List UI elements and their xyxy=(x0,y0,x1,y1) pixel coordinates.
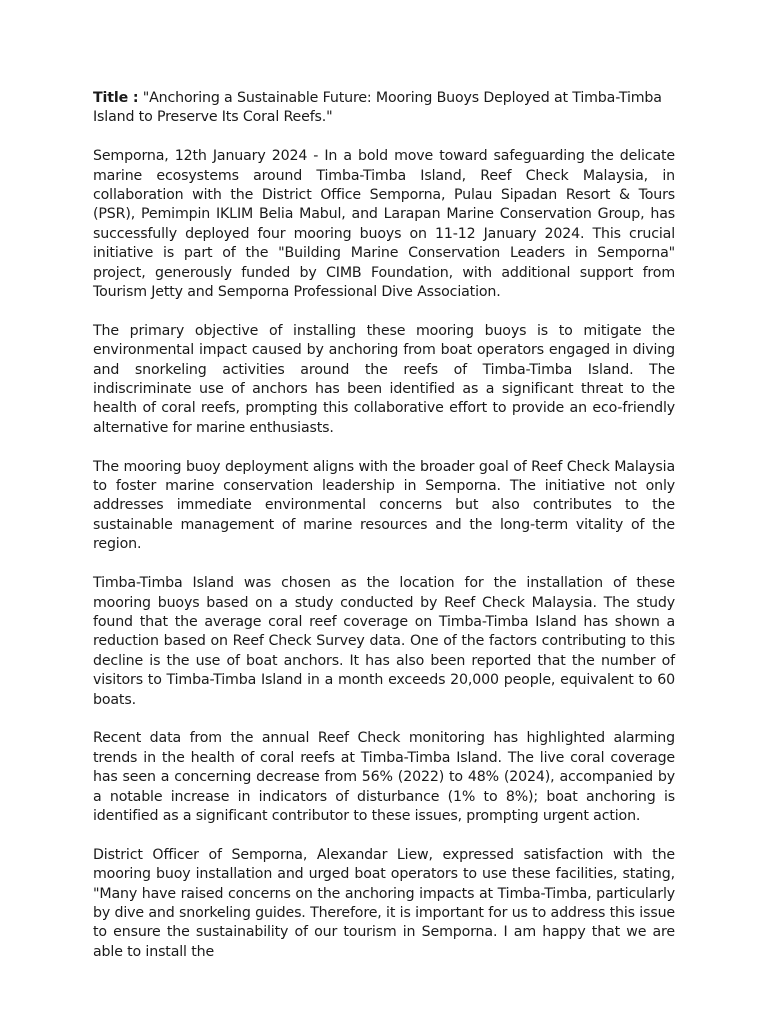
paragraph-intro: Semporna, 12th January 2024 - In a bold move toward safeguarding the delicate marine ecosystems around Timba-Timba Island, Reef Check Malaysia, in collaboration with the District Office Semporna, Pulau Sipadan Resort & Tours (PSR), Pemimpin IKLIM Belia Mabul, and Larapan Marine Conservation Group, has successfully deployed four mooring buoys on 11-12 January 2024. This crucial initiative is part of the "Building Marine Conservation Leaders in Semporna" project, generously funded by CIMB Foundation, with additional support from Tourism Jetty and Semporna Professional Dive Association. xyxy=(93,148,675,301)
paragraph-quote: District Officer of Semporna, Alexandar Liew, expressed satisfaction with the mooring buoy installation and urged boat operators to use these facilities, stating, "Many have raised concerns on the anchoring impacts at Timba-Timba, particularly by dive and snorkeling guides. Therefore, it is important for us to address this issue to ensure the sustainability of our tourism in Semporna. I am happy that we are able to install the xyxy=(93,846,675,960)
document-body xyxy=(93,89,675,982)
paragraph-data: Recent data from the annual Reef Check monitoring has highlighted alarming trends in the health of coral reefs at Timba-Timba Island. The live coral coverage has seen a concerning decrease from 56% (2022) to 48% (2024), accompanied by a notable increase in indicators of disturbance (1% to 8%); boat anchoring is identified as a significant contributor to these issues, prompting urgent action. xyxy=(93,730,675,824)
title-text: "Anchoring a Sustainable Future: Mooring Buoys Deployed at Timba-Timba Island to Preserve Its Coral Reefs." xyxy=(93,90,662,126)
title-label: Title : xyxy=(93,90,139,106)
paragraph-goal: The mooring buoy deployment aligns with the broader goal of Reef Check Malaysia to foster marine conservation leadership in Semporna. The initiative not only addresses immediate environmental concerns but also contributes to the sustainable management of marine resources and the long-term vitality of the region. xyxy=(93,458,675,553)
paragraph-objective: The primary objective of installing these mooring buoys is to mitigate the environmental impact caused by anchoring from boat operators engaged in diving and snorkeling activities around the reefs of Timba-Timba Island. The indiscriminate use of anchors has been identified as a significant threat to the health of coral reefs, prompting this collaborative effort to provide an eco-friendly alternative for marine enthusiasts. xyxy=(93,322,675,436)
document-title xyxy=(93,89,675,128)
paragraph-location: Timba-Timba Island was chosen as the location for the installation of these mooring buoys based on a study conducted by Reef Check Malaysia. The study found that the average coral reef coverage on Timba-Timba Island has shown a reduction based on Reef Check Survey data. One of the factors contributing to this decline is the use of boat anchors. It has also been reported that the number of visitors to Timba-Timba Island in a month exceeds 20,000 people, equivalent to 60 boats. xyxy=(93,575,675,708)
